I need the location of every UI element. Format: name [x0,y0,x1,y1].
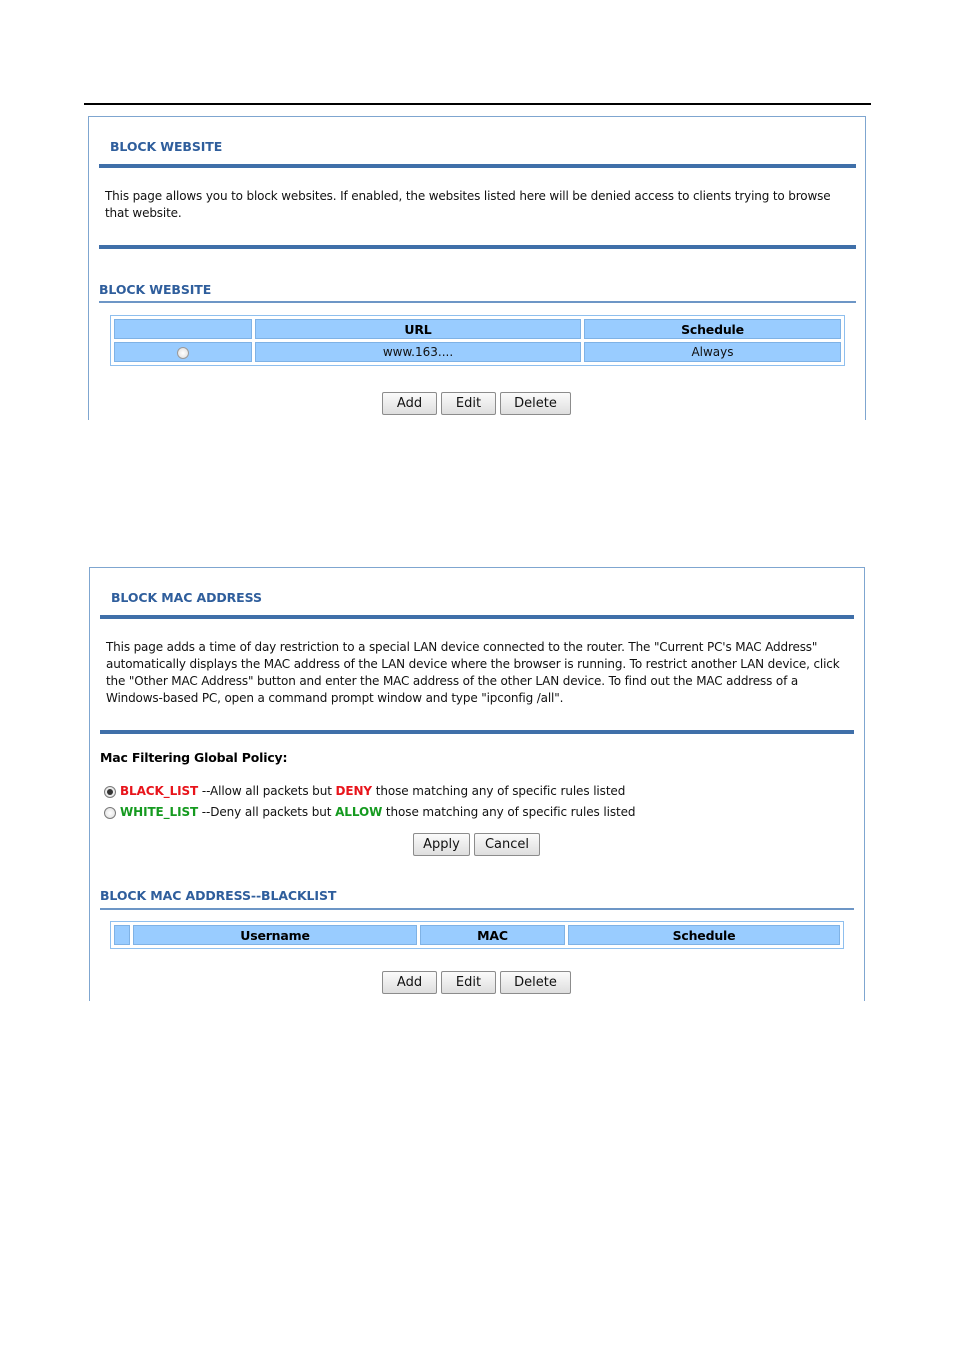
table-header-row [114,319,841,339]
white-list-text-b: those matching any of specific rules listed [382,805,636,819]
mac-filtering-policy-label: Mac Filtering Global Policy: [100,750,288,765]
white-list-option[interactable] [104,805,635,819]
select-column-header [114,319,252,339]
schedule-column-header: Schedule [584,319,841,339]
black-list-option[interactable] [104,784,625,798]
delete-button[interactable]: Delete [500,392,571,415]
panel-title: BLOCK MAC ADDRESS [111,590,262,605]
page-description: This page allows you to block websites. If enabled, the websites listed here will be denied access to clients trying to browse that website. [105,189,831,220]
header-divider [100,615,854,619]
section-title: BLOCK WEBSITE [99,282,212,297]
white-list-radio[interactable] [104,807,116,819]
section-divider [100,908,854,910]
white-list-text-a: --Deny all packets but [198,805,336,819]
table-row[interactable] [114,342,841,362]
description-divider [100,730,854,734]
block-website-table [110,315,845,366]
description-divider [99,245,856,249]
schedule-column-header: Schedule [568,925,840,945]
block-website-panel [88,116,866,420]
apply-button[interactable]: Apply [413,833,470,856]
panel-title: BLOCK WEBSITE [110,139,223,154]
section-title: BLOCK MAC ADDRESS--BLACKLIST [100,888,337,903]
select-column-header [114,925,130,945]
page-top-rule [84,103,871,105]
black-list-name: BLACK_LIST [120,784,199,798]
black-list-radio[interactable] [104,786,116,798]
schedule-cell: Always [584,342,841,362]
delete-button[interactable]: Delete [500,971,571,994]
table-header-row [114,925,840,945]
page-description: This page adds a time of day restriction to a special LAN device connected to the router. The "Current PC's MAC Address" automatically displays the MAC address of the LAN device where the browser is running. To restrict another LAN device, click the "Other MAC Address" button and enter the MAC address of the other LAN device. To find out the MAC address of a Windows-based PC, open a command prompt window and type "ipconfig /all". [106,640,840,705]
url-cell: www.163.... [255,342,581,362]
edit-button[interactable]: Edit [441,971,496,994]
section-divider [99,301,856,303]
mac-column-header: MAC [420,925,565,945]
url-column-header: URL [255,319,581,339]
add-button[interactable]: Add [382,392,437,415]
black-list-text-a: --Allow all packets but [198,784,336,798]
allow-keyword: ALLOW [335,805,383,819]
row-select-radio[interactable] [177,347,189,359]
cancel-button[interactable]: Cancel [474,833,540,856]
edit-button[interactable]: Edit [441,392,496,415]
deny-keyword: DENY [335,784,373,798]
mac-blacklist-table [110,921,844,949]
black-list-text-b: those matching any of specific rules listed [372,784,626,798]
block-mac-panel [89,567,865,1001]
white-list-name: WHITE_LIST [120,805,199,819]
row-select-cell[interactable] [114,342,252,362]
header-divider [99,164,856,168]
username-column-header: Username [133,925,417,945]
add-button[interactable]: Add [382,971,437,994]
